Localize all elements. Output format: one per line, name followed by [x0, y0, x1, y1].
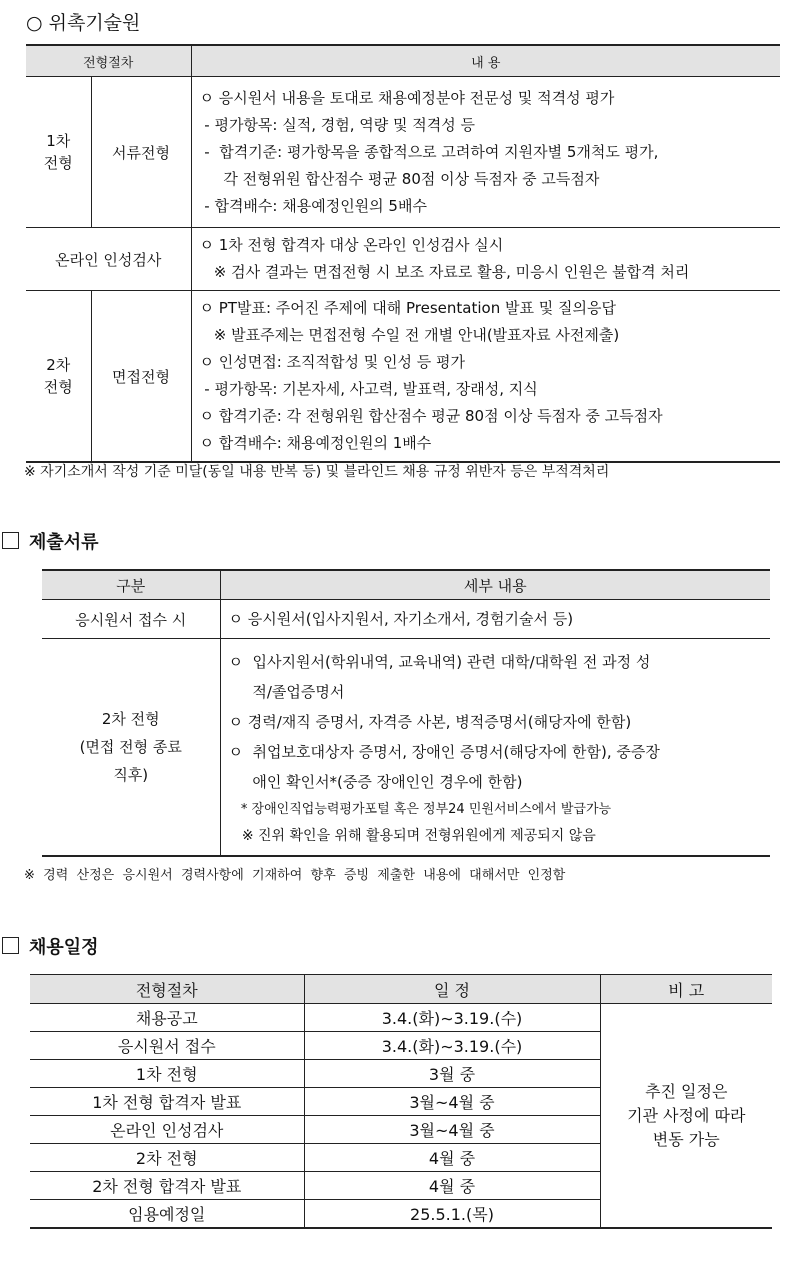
stage-content — [191, 228, 780, 291]
content-line: ※ 발표주제는 면접전형 수일 전 개별 안내(발표자료 사전제출) — [199, 326, 620, 344]
content-line: ㅇ 응시원서(입사지원서, 자기소개서, 경험기술서 등) — [228, 610, 574, 628]
header-detail: 세부 내용 — [220, 570, 770, 600]
table-header-row — [30, 975, 772, 1004]
header-procedure: 전형절차 — [26, 45, 191, 77]
checkbox-square-icon — [2, 532, 19, 549]
stage-type: 면접전형 — [91, 291, 191, 463]
content-line: ㅇ 응시원서 내용을 토대로 채용예정분야 전문성 및 적격성 평가 — [199, 88, 615, 107]
section-heading-schedule — [2, 933, 99, 959]
content-line: ㅇ 합격기준: 각 전형위원 합산점수 평균 80점 이상 득점자 중 고득점자 — [199, 407, 663, 425]
category-line: (면접 전형 종료 — [79, 738, 182, 756]
schedule-date: 3.4.(화)∼3.19.(수) — [304, 1004, 600, 1032]
schedule-date: 25.5.1.(목) — [304, 1200, 600, 1229]
schedule-table — [30, 974, 772, 1229]
content-line: ㅇ 인성면접: 조직적합성 및 인성 등 평가 — [199, 353, 466, 371]
table-row — [26, 77, 780, 228]
schedule-date: 3월~4월 중 — [304, 1116, 600, 1144]
schedule-date: 3월 중 — [304, 1060, 600, 1088]
section-title: 제출서류 — [29, 532, 99, 553]
disqualification-note: ※ 자기소개서 작성 기준 미달(동일 내용 반복 등) 및 블라인드 채용 규정 위반자 등은 부적격처리 — [24, 464, 610, 480]
header-remark: 비 고 — [600, 975, 772, 1004]
schedule-procedure: 1차 전형 — [30, 1060, 304, 1088]
table-header-row — [42, 570, 770, 600]
table-row — [26, 228, 780, 291]
category-line: 직후) — [113, 766, 149, 784]
career-note: ※ 경력 산정은 응시원서 경력사항에 기재하여 향후 증빙 제출한 내용에 대해서만 인정함 — [24, 868, 566, 883]
table-row — [42, 600, 770, 639]
content-line: ㅇ 경력/재직 증명서, 자격증 사본, 병적증명서(해당자에 한함) — [228, 713, 632, 731]
checkbox-square-icon — [2, 937, 19, 954]
stage-label: 1차 전형 — [26, 77, 91, 228]
header-procedure: 전형절차 — [30, 975, 304, 1004]
content-line: ㅇ 취업보호대상자 증명서, 장애인 증명서(해당자에 한함), 중증장 — [228, 743, 660, 761]
content-line: ※ 검사 결과는 면접전형 시 보조 자료로 활용, 미응시 인원은 불합격 처리 — [199, 263, 690, 281]
remark-line: 변동 가능 — [652, 1129, 720, 1149]
schedule-remark — [600, 1004, 772, 1229]
doc-detail — [220, 639, 770, 857]
remark-line: 기관 사정에 따라 — [627, 1105, 746, 1125]
content-line: ㅇ 합격배수: 채용예정인원의 1배수 — [199, 434, 432, 452]
page-title: ○ 위촉기술원 — [26, 12, 141, 34]
content-line: ※ 진위 확인을 위해 활용되며 전형위원에게 제공되지 않음 — [228, 828, 596, 844]
content-line: 적/졸업증명서 — [228, 683, 345, 701]
doc-category — [42, 639, 220, 857]
table-header-row — [26, 45, 780, 77]
schedule-procedure: 2차 전형 합격자 발표 — [30, 1172, 304, 1200]
category-line: 2차 전형 — [101, 710, 160, 728]
content-line: - 합격기준: 평가항목을 종합적으로 고려하여 지원자별 5개척도 평가, — [199, 142, 659, 161]
remark-line: 추진 일정은 — [645, 1081, 728, 1101]
doc-category: 응시원서 접수 시 — [42, 600, 220, 639]
selection-procedure-table — [26, 44, 780, 463]
stage-label: 2차 전형 — [26, 291, 91, 463]
schedule-date: 4월 중 — [304, 1144, 600, 1172]
content-line-small: * 장애인직업능력평가포털 혹은 정부24 민원서비스에서 발급가능 — [228, 802, 612, 817]
header-date: 일 정 — [304, 975, 600, 1004]
stage-content — [191, 77, 780, 228]
content-line: - 합격배수: 채용예정인원의 5배수 — [199, 196, 427, 215]
content-line: - 평가항목: 실적, 경험, 역량 및 적격성 등 — [199, 115, 475, 134]
content-line: 애인 확인서*(중증 장애인인 경우에 한함) — [228, 773, 523, 791]
content-line: ㅇ PT발표: 주어진 주제에 대해 Presentation 발표 및 질의응답 — [199, 299, 616, 317]
stage-content — [191, 291, 780, 463]
schedule-procedure: 2차 전형 — [30, 1144, 304, 1172]
table-row — [26, 291, 780, 463]
section-title: 채용일정 — [29, 937, 99, 958]
schedule-date: 3월~4월 중 — [304, 1088, 600, 1116]
schedule-procedure: 임용예정일 — [30, 1200, 304, 1229]
table-row — [30, 1004, 772, 1032]
schedule-procedure: 1차 전형 합격자 발표 — [30, 1088, 304, 1116]
stage-label: 온라인 인성검사 — [26, 228, 191, 291]
content-line: ㅇ 1차 전형 합격자 대상 온라인 인성검사 실시 — [199, 236, 504, 254]
content-line: 각 전형위원 합산점수 평균 80점 이상 득점자 중 고득점자 — [199, 169, 600, 188]
schedule-date: 4월 중 — [304, 1172, 600, 1200]
schedule-procedure: 채용공고 — [30, 1004, 304, 1032]
schedule-date: 3.4.(화)∼3.19.(수) — [304, 1032, 600, 1060]
schedule-procedure: 온라인 인성검사 — [30, 1116, 304, 1144]
content-line: ㅇ 입사지원서(학위내역, 교육내역) 관련 대학/대학원 전 과정 성 — [228, 653, 651, 671]
content-line: - 평가항목: 기본자세, 사고력, 발표력, 장래성, 지식 — [199, 380, 538, 398]
header-category: 구분 — [42, 570, 220, 600]
stage-type: 서류전형 — [91, 77, 191, 228]
header-content: 내 용 — [191, 45, 780, 77]
doc-detail — [220, 600, 770, 639]
documents-table — [42, 569, 770, 857]
schedule-procedure: 응시원서 접수 — [30, 1032, 304, 1060]
table-row — [42, 639, 770, 857]
section-heading-documents — [2, 528, 99, 554]
